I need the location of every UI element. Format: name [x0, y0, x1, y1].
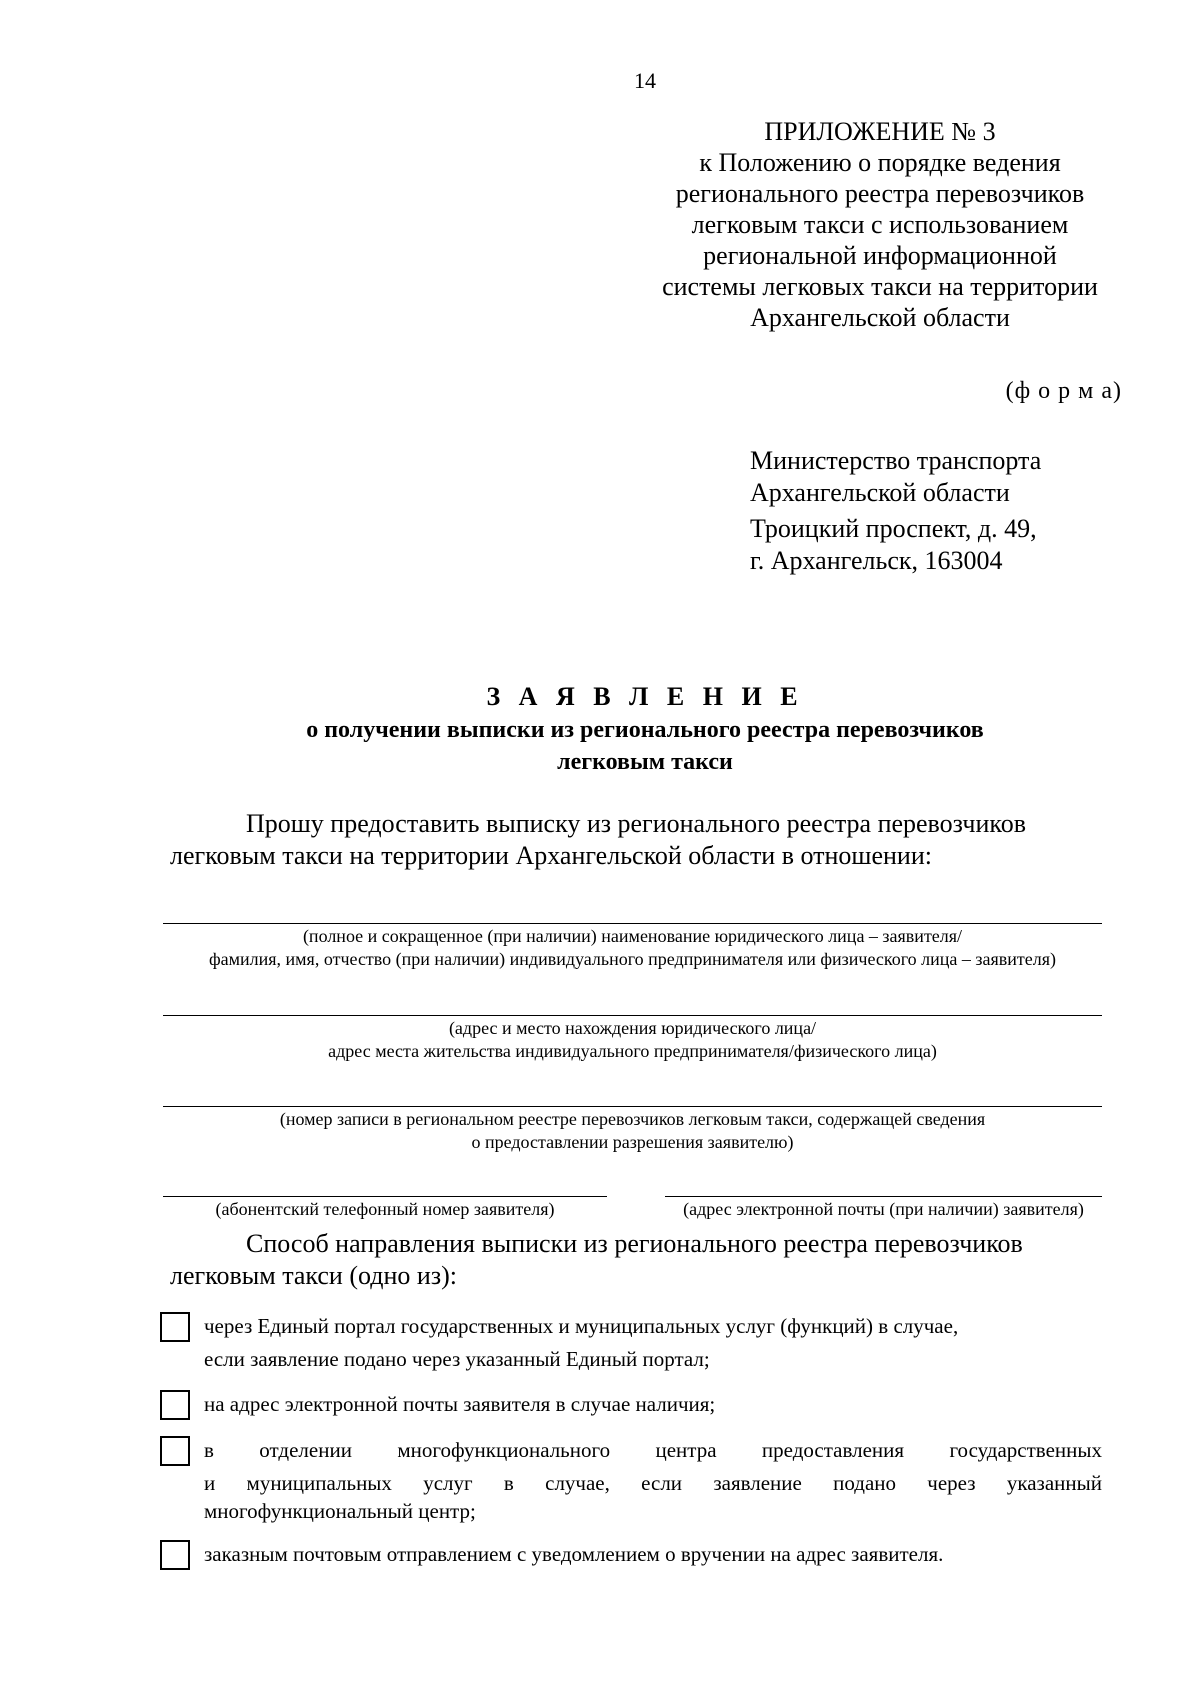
option-line: заказным почтовым отправлением с уведомлением о вручении на адрес заявителя.	[204, 1542, 944, 1566]
request-text	[170, 808, 1102, 872]
appendix-line: регионального реестра перевозчиков	[675, 179, 1085, 208]
title-main: З А Я В Л Е Н И Е	[486, 682, 804, 711]
caption-line: фамилия, имя, отчество (при наличии) индивидуального предпринимателя или физического лица – заявителя)	[208, 949, 1057, 969]
caption-line: (номер записи в региональном реестре перевозчиков легковым такси, содержащей сведения	[279, 1109, 986, 1129]
option-line: и муниципальных услуг в случае, если заявление подано через указанный	[204, 1471, 1102, 1495]
email-caption: (адрес электронной почты (при наличии) заявителя)	[683, 1199, 1084, 1219]
recipient-line: Министерство транспорта	[750, 446, 1042, 475]
document-title	[0, 680, 1200, 778]
delivery-method-intro	[170, 1228, 1102, 1292]
option-gosuslugi	[160, 1310, 1102, 1376]
method-line: легковым такси (одно из):	[170, 1261, 457, 1290]
appendix-line: легковым такси с использованием	[691, 210, 1069, 239]
checkbox-post[interactable]	[160, 1540, 190, 1570]
checkbox-email[interactable]	[160, 1390, 190, 1420]
request-line: Прошу предоставить выписку из регионального реестра перевозчиков	[246, 809, 1026, 838]
option-text	[204, 1538, 1102, 1571]
option-text	[204, 1388, 1102, 1421]
title-sub: о получении выписки из регионального реестра перевозчиков	[306, 717, 984, 743]
caption-line: адрес места жительства индивидуального предпринимателя/физического лица)	[328, 1041, 937, 1061]
appendix-header	[600, 116, 1160, 333]
caption-line: (адрес и место нахождения юридического лица/	[448, 1018, 817, 1038]
option-line: в отделении многофункционального центра предоставления государственных	[204, 1438, 1102, 1462]
appendix-line: ПРИЛОЖЕНИЕ № 3	[764, 117, 996, 146]
appendix-line: региональной информационной	[703, 241, 1057, 270]
request-line: легковым такси на территории Архангельской области в отношении:	[170, 841, 932, 870]
phone-field[interactable]	[163, 1196, 607, 1197]
record-number-caption	[163, 1108, 1102, 1154]
recipient-line: Троицкий проспект, д. 49,	[750, 514, 1037, 543]
address-caption	[163, 1017, 1102, 1063]
option-text	[204, 1434, 1102, 1522]
recipient-block	[750, 445, 1041, 577]
title-sub: легковым такси	[557, 749, 733, 775]
method-line: Способ направления выписки из регионального реестра перевозчиков	[246, 1229, 1023, 1258]
caption-line: (полное и сокращенное (при наличии) наименование юридического лица – заявителя/	[302, 926, 963, 946]
applicant-name-caption	[163, 925, 1102, 971]
recipient-line: Архангельской области	[750, 478, 1010, 507]
phone-caption: (абонентский телефонный номер заявителя)	[215, 1199, 555, 1219]
appendix-line: Архангельской области	[750, 303, 1010, 332]
appendix-line: системы легковых такси на территории	[662, 272, 1098, 301]
caption-line: о предоставлении разрешения заявителю)	[471, 1132, 794, 1152]
page-number: 14	[634, 68, 656, 93]
checkbox-mfc[interactable]	[160, 1436, 190, 1466]
applicant-name-field[interactable]	[163, 923, 1102, 924]
email-field[interactable]	[665, 1196, 1102, 1197]
option-line: если заявление подано через указанный Единый портал;	[204, 1347, 710, 1371]
recipient-line: г. Архангельск, 163004	[750, 546, 1003, 575]
appendix-line: к Положению о порядке ведения	[699, 148, 1061, 177]
address-field[interactable]	[163, 1015, 1102, 1016]
option-line: многофункциональный центр;	[204, 1499, 476, 1523]
option-email	[160, 1388, 1102, 1421]
option-post	[160, 1538, 1102, 1571]
option-mfc	[160, 1434, 1102, 1522]
form-label: (ф о р м а)	[1005, 378, 1122, 404]
checkbox-gosuslugi[interactable]	[160, 1312, 190, 1342]
record-number-field[interactable]	[163, 1106, 1102, 1107]
option-line: через Единый портал государственных и муниципальных услуг (функций) в случае,	[204, 1314, 959, 1338]
option-text	[204, 1310, 1102, 1376]
option-line: на адрес электронной почты заявителя в случае наличия;	[204, 1392, 716, 1416]
